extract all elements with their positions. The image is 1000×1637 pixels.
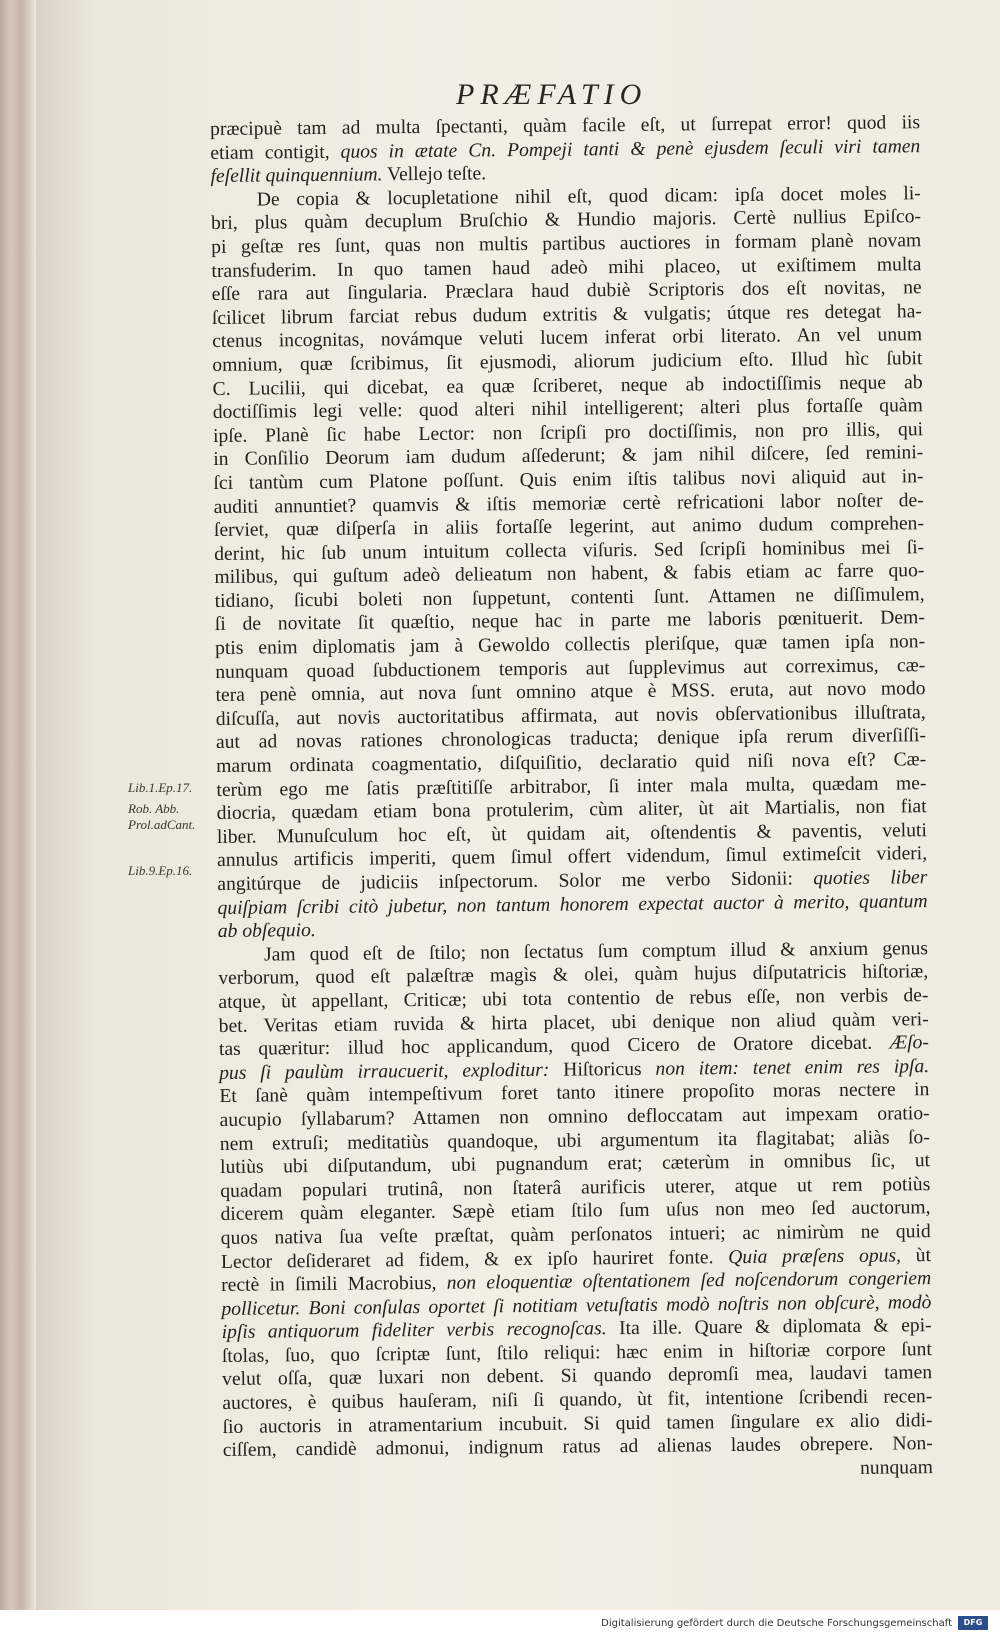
text-line: aut ad novas rationes chronologicas traducta; denique ipſa rerum diverſiſſi- <box>215 725 927 754</box>
text-line: Lector deſideraret ad fidem, & ex ipſo hauriret fonte. Quia præſens opus, ùt <box>220 1244 932 1273</box>
text-line: feſellit quinquennium. Vellejo teſte. <box>210 163 487 188</box>
text-line: atque, ùt appellant, Criticæ; ubi tota contentio de rebus eſſe, non verbis de- <box>218 985 929 1013</box>
text-line: diocria, quædam etiam bona protulerim, cùm aliter, ùt ait Martialis, non fiat <box>216 796 927 825</box>
text-line: ſio auctoris in atramentarium incubuit. Si quid tamen ſingulare ex alio didi- <box>222 1409 933 1438</box>
text-line: angitúrque de judiciis inſpectorum. Solor me verbo Sidonii: quoties liber <box>217 867 928 895</box>
paragraph <box>210 111 921 189</box>
text-line: rectè in ſimili Macrobius, non eloquentiæ oſtentationem ſed noſcendorum congeriem <box>221 1268 932 1297</box>
text-line: doctiſſimis legi velle: quod alteri nihil intelligerent; alteri plus fortaſſe quàm <box>212 395 923 424</box>
text-line: verborum, quod eſt palæſtræ magìs & olei, quàm hujus diſputatricis hiſtoriæ, <box>218 961 929 990</box>
text-line: ctenus incognitas, novámque veluti lucem inferat orbi literato. An vel unum <box>212 324 923 353</box>
text-line: ſci tantùm cum Platone poſſunt. Quis enim iſtis talibus novi aliquid aut in- <box>213 466 924 494</box>
text-line: transfuderim. In quo tamen haud adeò mihi placeo, ut exiſtimem multa <box>211 253 922 282</box>
text-line: terùm ego me ſatis præſtitiſſe arbitrabor, ſi inter mala multa, quædam me- <box>216 772 927 801</box>
footer-credit: Digitalisierung gefördert durch die Deutsche Forschungsgemeinschaft <box>601 1618 952 1629</box>
text-line: pi geſtæ res ſunt, quas non multis partibus auctiores in formam planè novam <box>211 230 922 258</box>
text-line: bet. Veritas etiam ruvida & hirta placet, ubi denique non aliud quàm veri- <box>218 1008 929 1037</box>
text-line: in Conſilio Deorum iam dudum aſſederunt; & jam nihil diſcere, ſed remini- <box>213 442 924 471</box>
text-line: Jam quod eſt de ſtilo; non ſectatus ſum comptum illud & anxium genus <box>263 937 929 966</box>
text-line: auctores, è quibus hauſeram, niſi ſi quando, ùt fit, intentione ſcribendi recen- <box>222 1386 933 1415</box>
margin-note: Lib.9.Ep.16. <box>128 863 193 878</box>
text-line: Et ſanè quàm intempeſtivum foret tanto itinere propoſito moras nectere in <box>219 1079 930 1108</box>
text-line: pollicetur. Boni conſulas oportet ſi notitiam vetuſtatis modò noſtris non obſcurè, modò <box>221 1291 932 1320</box>
running-head: PRÆFATIO <box>456 78 648 111</box>
text-line: De copia & locupletatione nihil eſt, quod dicam: ipſa docet moles li- <box>256 182 921 211</box>
text-line: auditi annuntiet? quamvis & iſtis memoriæ certè refricationi labor noſter de- <box>213 489 924 518</box>
page-edge <box>0 0 36 1610</box>
text-line: ſerviet, quæ diſperſa in aliis fortaſſe legerint, aut animo dudum comprehen- <box>213 513 925 542</box>
text-line: milibus, qui guſtum adeò delieatum non habent, & fabis etiam ac farre quo- <box>214 560 925 589</box>
text-line: bri, plus quàm decuplum Bruſchio & Hundio majoris. Certè nullius Epiſco- <box>210 206 922 235</box>
text-line: quiſpiam ſcribi citò jubetur, non tantum honorem expectat auctor à merito, quantum <box>217 890 928 919</box>
paragraph <box>211 182 928 944</box>
text-line: ab obſequio. <box>217 920 316 943</box>
text-line: ciſſem, candidè admonui, indignum ratus ad alienas laudes obrepere. Non- <box>222 1433 933 1462</box>
text-line: pus ſi paulùm irraucuerit, exploditur: Hiſtoricus non item: tenet enim res ipſa. <box>219 1055 930 1084</box>
margin-note: Prol.adCant. <box>128 817 196 832</box>
paragraph <box>218 937 933 1463</box>
text-line: annulus artificis imperiti, quem ſimul offert videndum, ſimul extimeſcit videri, <box>217 843 928 872</box>
text-line: tas quæritur: illud hoc applicandum, quod Cicero de Oratore dicebat. Æſo- <box>218 1032 930 1061</box>
text-line: ſcilicet librum farciat rebus dudum extritis & vulgatis; útque res detegat ha- <box>211 300 922 329</box>
text-line: omnium, quæ ſcribimus, ſit ejusmodi, aliorum judicium eſto. Illud hìc ſubit <box>212 348 923 376</box>
text-line: ptis enim diplomatis jam à Gewoldo collectis pleriſque, quæ tamen ipſa non- <box>214 631 926 660</box>
text-line: ipſis antiquorum fideliter verbis recognoſcas. Ita ille. Quare & diplomata & epi- <box>221 1315 932 1344</box>
text-line: etiam contigit, quos in ætate Cn. Pompeji tanti & penè ejusdem ſeculi viri tamen <box>210 135 921 164</box>
text-line: velut oſſa, quæ luxari non debent. Si quando depromſi mea, laudavi tamen <box>222 1362 933 1391</box>
text-line: lutiùs ubi diſputandum, ubi pugnandum erat; cæterùm in omnibus ſic, ut <box>219 1150 931 1179</box>
text-line: nem extruſi; meditatiùs quandoque, ubi argumentum ita flagitabat; aliàs ſo- <box>219 1126 930 1155</box>
text-line: præcipuè tam ad multa ſpectanti, quàm facile eſt, ut ſurrepat error! quod iis <box>210 112 921 140</box>
dfg-logo: DFG <box>958 1616 988 1630</box>
text-line: derint, hic ſub unum intuitum collecta viſuris. Sed ſcripſi hominibus mei ſi- <box>214 536 925 565</box>
text-line: marum ordinata coagmentatio, diſquiſitio, declaratio quid niſi nova eſt? Cæ- <box>216 749 927 778</box>
body-text <box>210 111 933 1486</box>
text-line: liber. Munuſculum hoc eſt, ùt quidam ait, oſtendentis & paventis, veluti <box>216 819 927 848</box>
text-line: eſſe rara aut ſingularia. Præclara haud dubiè Scriptoris dos eſt novitas, ne <box>211 277 922 306</box>
text-line: tidiano, ſicubi boleti non ſuppetunt, contenti ſunt. Attamen ne diſſimulem, <box>214 584 925 612</box>
text-line: quos nativa ſua veſte præſtat, quàm perſonatos intueri; ac nimirùm ne quid <box>220 1221 931 1249</box>
text-line: C. Lucilii, qui dicebat, ea quæ ſcriberet, neque ab indoctiſſimis neque ab <box>212 371 923 400</box>
catchword: nunquam <box>859 1456 934 1479</box>
text-line: ipſe. Planè ſic habe Lector: non ſcripſi pro doctiſſimis, non pro illis, qui <box>212 418 924 447</box>
margin-note: Lib.1.Ep.17. <box>128 780 193 795</box>
text-line: dicerem quàm eleganter. Sæpè etiam ſtilo ſum uſus non meo ſed auctorum, <box>220 1197 931 1226</box>
text-line: quadam populari trutinâ, non ſtaterâ aurificis uterer, atque ut rem potiùs <box>220 1173 931 1202</box>
text-line: nunquam quoad ſubductionem temporis aut ſupplevimus aut correximus, cæ- <box>215 654 926 683</box>
text-line: aucupio ſyllabarum? Attamen non omnino defloccatam aut impexam oratio- <box>219 1103 930 1131</box>
text-line: ſtolas, ſuo, quo ſcriptæ ſunt, ſtilo reliqui: hæc enim in hiſtoriæ corpore ſunt <box>221 1339 932 1367</box>
text-line: ſi de novitate ſit quæſtio, neque hac in parte me laboris pœnituerit. Dem- <box>214 607 925 636</box>
digitization-footer <box>0 1610 1000 1637</box>
text-line: diſcuſſa, aut novis auctoritatibus affirmata, aut novis obſervationibus illuſtrata, <box>215 702 926 730</box>
text-line: tera penè omnia, aut nova ſunt omnino atque è MSS. eruta, aut novo modo <box>215 678 926 707</box>
margin-note: Rob. Abb. <box>128 801 180 816</box>
